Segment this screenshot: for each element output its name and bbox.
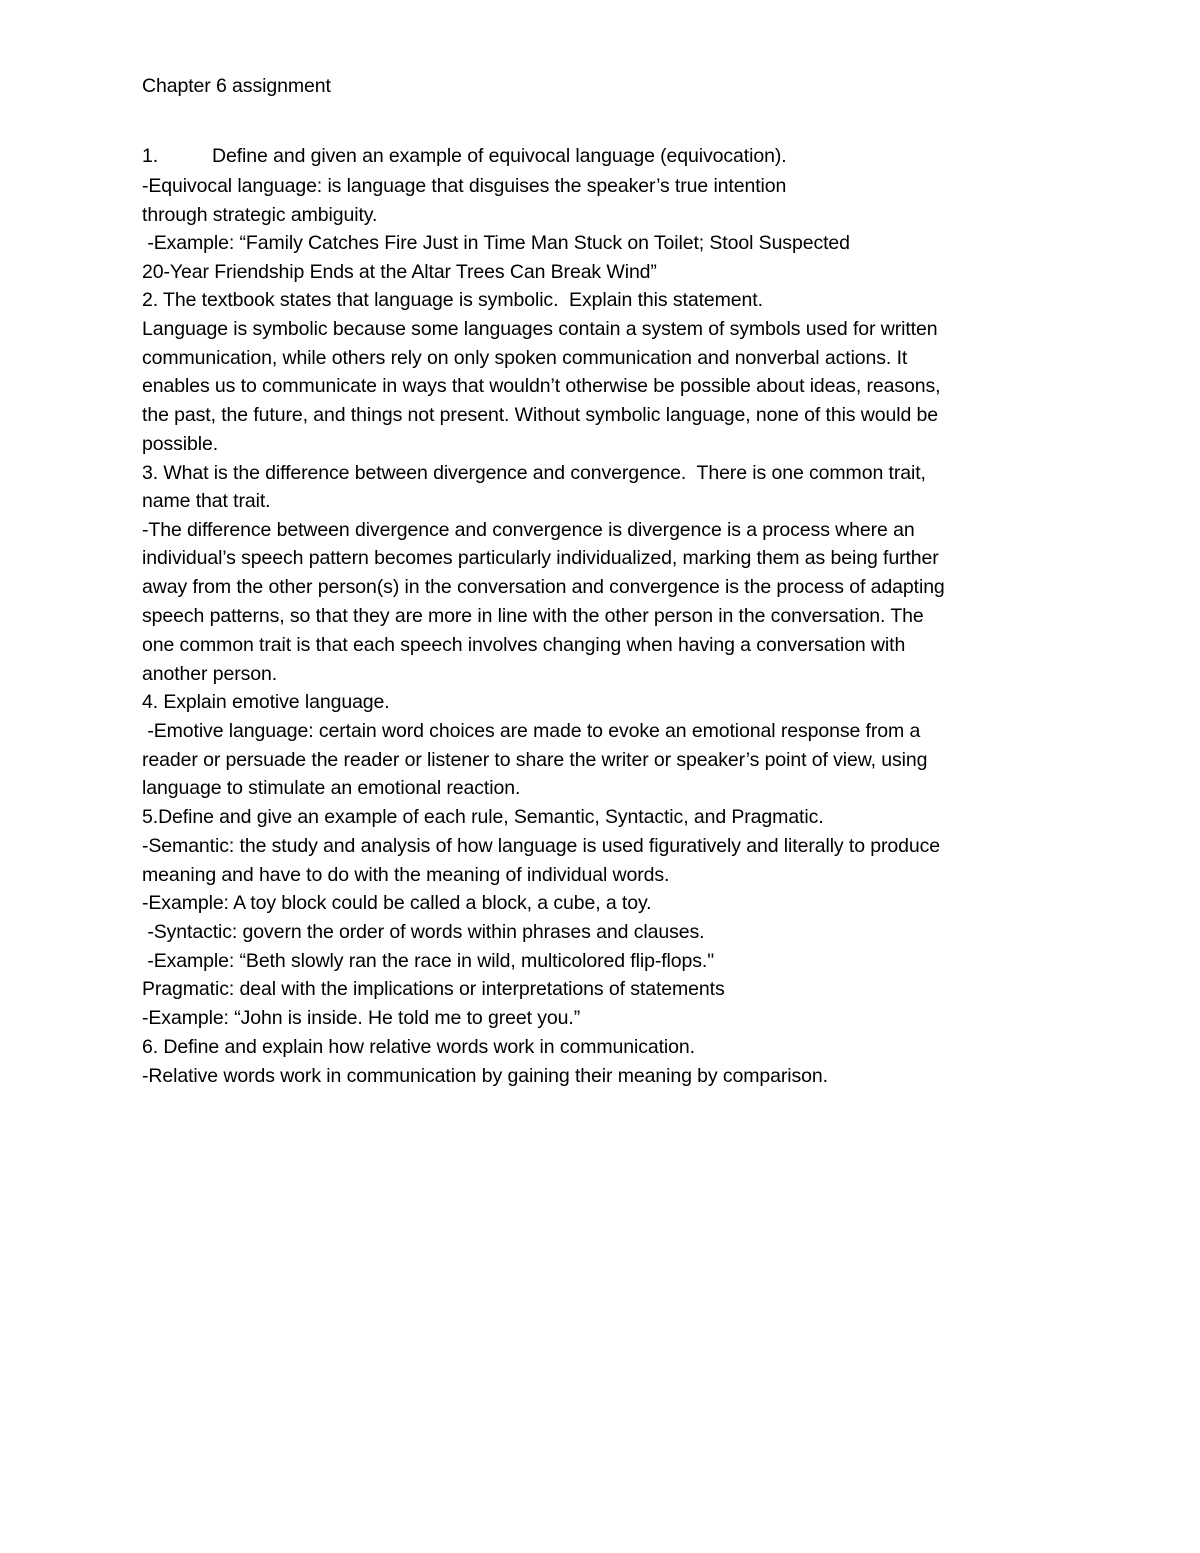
text-line: individual’s speech pattern becomes particularly individualized, marking them as being further: [142, 547, 939, 569]
question-1: [142, 144, 787, 168]
question-1-text: Define and given an example of equivocal language (equivocation).: [212, 145, 787, 167]
text-line: enables us to communicate in ways that wouldn’t otherwise be possible about ideas, reasons,: [142, 374, 941, 397]
text-line: -Example: “Family Catches Fire Just in Time Man Stuck on Toilet; Stool Suspected: [142, 231, 850, 254]
text-line: the past, the future, and things not present. Without symbolic language, none of this would be: [142, 403, 939, 426]
text-line: meaning and have to do with the meaning of individual words.: [142, 863, 670, 886]
text-line: -Relative words work in communication by gaining their meaning by comparison.: [142, 1064, 828, 1087]
text-line: communication, while others rely on only spoken communication and nonverbal actions. It: [142, 346, 908, 369]
question-5: 5.Define and give an example of each rule, Semantic, Syntactic, and Pragmatic.: [142, 805, 824, 828]
text-line: another person.: [142, 662, 278, 685]
text-line: -The difference between divergence and convergence is divergence is a process where an: [142, 518, 915, 541]
question-2: 2. The textbook states that language is symbolic. Explain this statement.: [142, 288, 763, 311]
text-line: name that trait.: [142, 489, 271, 512]
question-3: 3. What is the difference between divergence and convergence. There is one common trait,: [142, 461, 926, 484]
text-line: -Emotive language: certain word choices are made to evoke an emotional response from a: [142, 719, 921, 742]
text-line: -Semantic: the study and analysis of how language is used figuratively and literally to produce: [142, 834, 941, 857]
text-line: -Example: A toy block could be called a block, a cube, a toy.: [142, 892, 652, 914]
document-title: Chapter 6 assignment: [142, 75, 331, 97]
text-line: away from the other person(s) in the conversation and convergence is the process of adapting: [142, 576, 945, 598]
text-line: Pragmatic: deal with the implications or interpretations of statements: [142, 978, 725, 1000]
text-line: -Example: “Beth slowly ran the race in wild, multicolored flip-flops.": [142, 949, 715, 972]
question-1-number: 1.: [142, 145, 159, 167]
text-line: through strategic ambiguity.: [142, 203, 378, 226]
question-6: 6. Define and explain how relative words work in communication.: [142, 1036, 695, 1058]
text-line: -Equivocal language: is language that disguises the speaker’s true intention: [142, 174, 787, 197]
text-line: 20-Year Friendship Ends at the Altar Trees Can Break Wind”: [142, 260, 657, 283]
text-line: -Syntactic: govern the order of words within phrases and clauses.: [142, 921, 705, 943]
text-line: Language is symbolic because some languages contain a system of symbols used for written: [142, 317, 938, 340]
text-line: language to stimulate an emotional reaction.: [142, 777, 521, 799]
text-line: one common trait is that each speech involves changing when having a conversation with: [142, 633, 906, 656]
question-4: 4. Explain emotive language.: [142, 691, 390, 713]
text-line: reader or persuade the reader or listener to share the writer or speaker’s point of view, using: [142, 748, 928, 771]
text-line: possible.: [142, 432, 219, 455]
text-line: speech patterns, so that they are more in line with the other person in the conversation. The: [142, 604, 924, 627]
text-line: -Example: “John is inside. He told me to greet you.”: [142, 1007, 581, 1029]
